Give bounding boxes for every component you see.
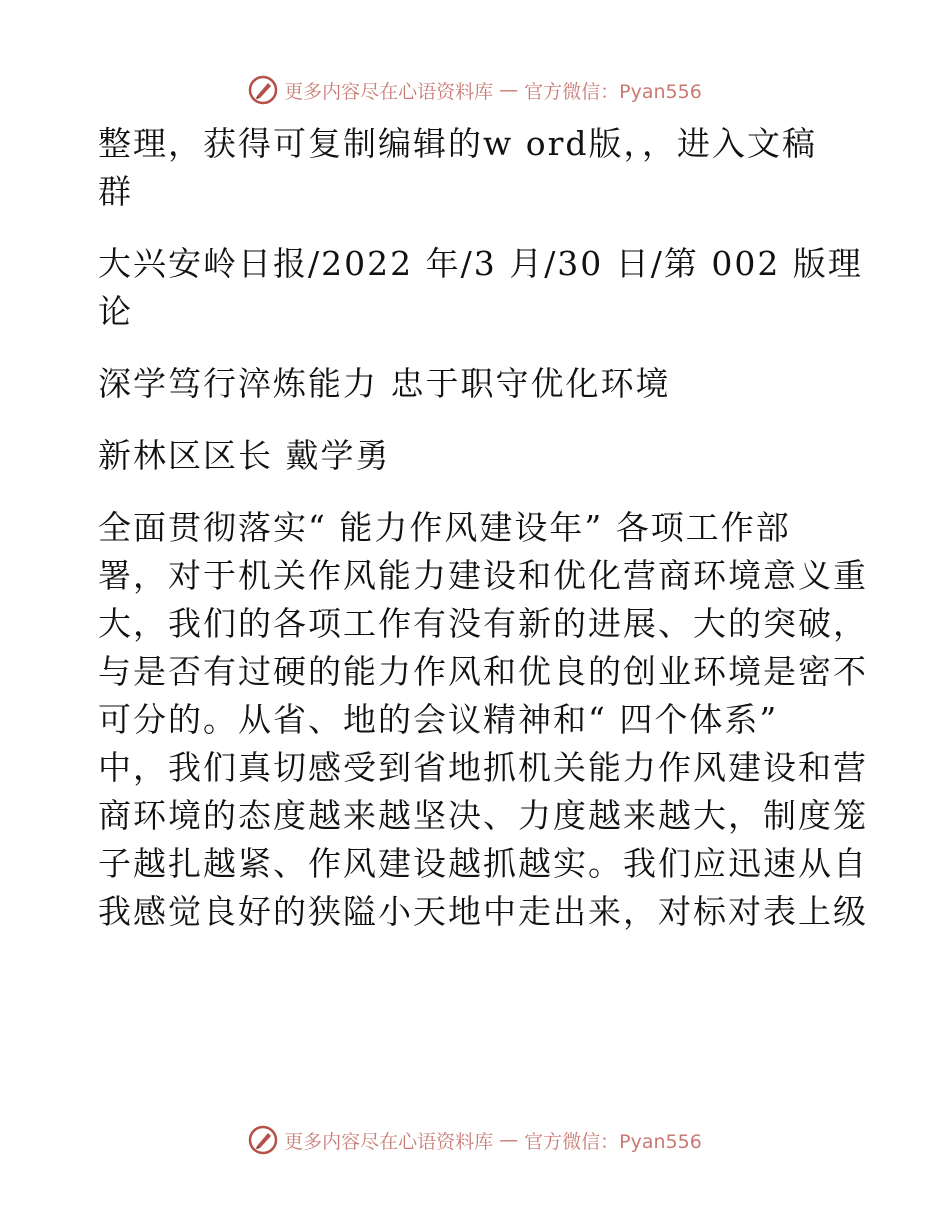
watermark-dash: — [499, 1129, 519, 1151]
text-line: 商环境的态度越来越坚决、力度越来越大，制度笼 [98, 796, 868, 835]
text-line: 大兴安岭日报/2022 年/3 月/30 日/第 002 版理 [98, 244, 863, 283]
watermark-text: 更多内容尽在心语资料库 [284, 1130, 494, 1153]
article-author: 新林区区长 戴学勇 [98, 436, 391, 475]
text-line: 论 [98, 292, 133, 331]
text-line: 群 [98, 172, 133, 211]
document-body [98, 120, 868, 936]
footer-watermark [0, 1120, 950, 1160]
header-watermark [0, 70, 950, 110]
text-line: 大，我们的各项工作有没有新的进展、大的突破， [98, 604, 868, 643]
text-line: 署，对于机关作风能力建设和优化营商环境意义重 [98, 556, 868, 595]
pen-seal-icon [248, 75, 278, 105]
text-line: 中，我们真切感受到省地抓机关能力作风建设和营 [98, 748, 868, 787]
watermark-contact: 官方微信：Pyan556 [524, 80, 702, 103]
watermark-contact: 官方微信：Pyan556 [524, 1130, 702, 1153]
text-line: 整理，获得可复制编辑的w ord版，，进入文稿 [98, 124, 818, 163]
text-line: 全面贯彻落实“ 能力作风建设年” 各项工作部 [98, 508, 791, 547]
article-title: 深学笃行淬炼能力 忠于职守优化环境 [98, 364, 671, 403]
text-line: 子越扎越紧、作风建设越抓越实。我们应迅速从自 [98, 844, 868, 883]
text-line: 可分的。从省、地的会议精神和“ 四个体系” [98, 700, 779, 739]
text-line: 与是否有过硬的能力作风和优良的创业环境是密不 [98, 652, 868, 691]
watermark-dash: — [499, 79, 519, 101]
pen-seal-icon [248, 1125, 278, 1155]
text-line: 我感觉良好的狭隘小天地中走出来，对标对表上级 [98, 892, 868, 931]
watermark-text: 更多内容尽在心语资料库 [284, 80, 494, 103]
